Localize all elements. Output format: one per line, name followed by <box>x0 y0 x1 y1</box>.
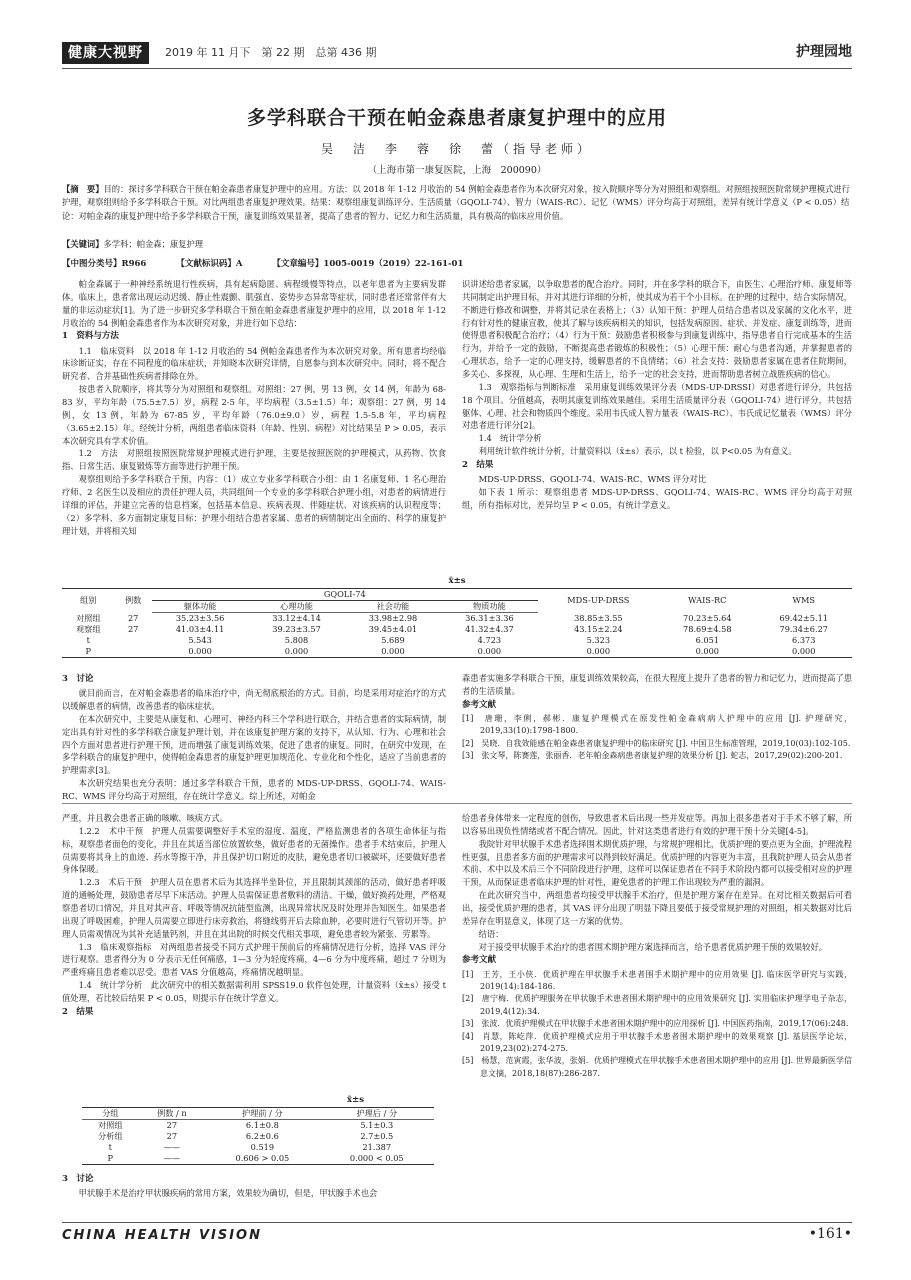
paragraph: 识讲述给患者家属，以争取患者的配合治疗。同时，并在多学科的联合下，由医生、心理治疗师、康复师等共同制定出护理目标，并对其进行详细的分析，使其成为若干个小目标。在护理的过程中，结合实际情况，不断进行修改和调整，并将其记录在表格上；（3）认知干预：护理人员结合患者以及家属的文化水平，进行有针对性的健康宣教，使其了解与该疾病相关的知识，包括发病原因、症状、并发症、康复训练等，进而使得患者积极配合治疗；（4）行为干预：鼓励患者积极参与到康复训练中，指导患者自行完成基本的生活行为，并给予一定的鼓励，不断提高患者锻炼的积极性；（5）心理干预：耐心与患者沟通，并掌握患者的心理状态，给予一定的心理支持，缓解患者的不良情绪；（6）社会支持：鼓励患者家属在患者住院期间，多关心、多探视，从心理、生理和生活上，给予一定的社会支持，进而帮助患者树立战胜疾病的信心。 <box>462 279 852 380</box>
reference-item: [3] 张文琴，陈赛莲，张丽香．老年帕金森病患者康复护理的效果分析 [J]. 蛇志，2017,29(02):200-201. <box>462 751 843 761</box>
footer-rule <box>62 1222 852 1223</box>
section-heading: 3 讨论 <box>62 1174 94 1184</box>
table-cell: 41.32±4.37 <box>465 624 514 635</box>
table-cell: 2.7±0.5 <box>360 1131 394 1142</box>
table-cell: 21.387 <box>362 1142 392 1153</box>
table-cell: 0.000 <box>381 646 405 657</box>
table-cell <box>114 646 151 658</box>
issue-info: 2019 年 11 月下 第 22 期 总第 436 期 <box>165 46 377 60</box>
table-header: 组别 <box>80 595 97 606</box>
table-cell: 6.2±0.6 <box>245 1131 279 1142</box>
table-cell: 5.543 <box>188 635 212 646</box>
table-cell: 27 <box>166 1131 178 1142</box>
table-row <box>82 1131 434 1142</box>
paragraph: 本次研究结果也充分表明：通过多学科联合干预，患者的 MDS-UP-DRSS、GQOLI-74、WAIS-RC、WMS 评分均高于对照组，存在统计学意义。综上所述，对帕金 <box>62 778 446 802</box>
table-cell: 0.000 <box>284 646 309 657</box>
article-divider <box>62 803 852 804</box>
header-rule <box>62 68 852 69</box>
table-cell: 0.000 < 0.05 <box>349 1153 404 1164</box>
abstract <box>62 183 852 223</box>
footer-journal: CHINA HEALTH VISION <box>62 1228 262 1243</box>
table-cell: 69.42±5.11 <box>779 612 829 623</box>
table-cell: t <box>86 635 90 646</box>
table-cell: 对照组 <box>75 612 101 623</box>
table-cell: 0.000 <box>188 646 212 657</box>
body-column-left-4 <box>62 1172 446 1200</box>
table-cell: 对照组 <box>98 1120 123 1131</box>
page-header <box>62 40 852 66</box>
paragraph: 甲状腺手术是治疗甲状腺疾病的常用方案，效果较为确切，但是，甲状腺手术也会 <box>78 1188 378 1199</box>
table-cell: 70.23±5.64 <box>683 612 732 623</box>
table-header: 护理后 / 分 <box>320 1108 434 1120</box>
table-cell: P <box>85 646 91 657</box>
table-header: MDS-UP-DRSS <box>567 595 630 606</box>
table-cell: 5.323 <box>586 635 611 646</box>
table-cell: 分析组 <box>98 1131 123 1142</box>
table-cell: 78.69±4.58 <box>683 624 732 635</box>
table-row <box>62 613 852 625</box>
table-cell: 6.1±0.8 <box>245 1120 279 1131</box>
paragraph: 1.4 统计学分析 此次研究中的相关数据需利用 SPSS19.0 软件包处理，计量资料（x̄±s）接受 t 值处理，若比较后结果 P < 0.05，则提示存在统计学意义。 <box>62 980 446 1004</box>
table-cell: P <box>107 1153 114 1164</box>
paragraph: 1.3 临床观察指标 对两组患者接受不同方式护理干预前后的疼痛情况进行分析，选择 VAS 评分进行观察。患者得分为 0 分表示无任何痛感，1—3 分为轻度疼痛，4—6 分为中度疼痛，超过 7 分则为严重疼痛且患者难以忍受。患者 VAS 分值越高，疼痛情况越明显。 <box>62 941 446 978</box>
paragraph: 就目前而言，在对帕金森患者的临床治疗中，尚无彻底根治的方式。目前，均是采用对症治疗的方式以缓解患者的病情，改善患者的临床症状。 <box>62 688 446 712</box>
keywords <box>62 238 852 251</box>
clc-number: 【中图分类号】R966 <box>62 259 147 269</box>
section-heading: 3 讨论 <box>62 674 94 684</box>
reference-item: [1] 唐珊，李俐，郝彬．康复护理模式在原发性帕金森病病人护理中的应用 [J]. 护理研究，2019,33(10):1798-1800. <box>462 713 852 736</box>
table-cell: t <box>108 1142 112 1153</box>
table-header: 护理前 / 分 <box>205 1108 319 1120</box>
abstract-text: 目的：探讨多学科联合干预在帕金森患者康复护理中的应用。方法：以 2018 年 1-12 月收治的 54 例帕金森患者作为本次研究对象，按入院顺序等分为对照组和观察组。对照组按照医院常规护理模式进行护理，观察组则给予多学科联合干预。对比两组患者康复护理效果。结果：观察组康复训练评分、生活质量（GQOLI-74）、智力（WAIS-RC）、记忆（WMS）评分均高于对照组，差异有统计学意义（P < 0.05）结论：对帕金森的康复护理中给予多学科联合干预，康复训练效果显著，提高了患者的智力、记忆力和生活质量，具有极高的临床应用价值。 <box>62 184 850 221</box>
table-cell: 6.373 <box>792 635 816 646</box>
paragraph: 对于接受甲状腺手术治疗的患者围术期护理方案选择而言，给予患者优质护理干预的效果较好。 <box>478 941 828 952</box>
table-subheader: 心理功能 <box>248 601 344 613</box>
table-cell: 35.23±3.56 <box>175 613 225 624</box>
paragraph: 我院针对甲状腺手术患者选择围术期优质护理，与常规护理相比，优质护理的要点更为全面，护理流程性更强，且患者多方面的护理需求可以得到较好满足。优质护理的内容更为丰富，且我院护理人员会从患者术前、术中以及术后三个不同阶段进行护理，这样可以保证患者在不同手术阶段内都可以接受相对应的护理干预，从而保证患者临床护理的针对性，避免患者的护理工作出现较为严重的漏洞。 <box>462 838 852 888</box>
paragraph: 1.3 观察指标与判断标准 采用康复训练效果评分表（MDS-UP-DRSSI）对患者进行评分，共包括 18 个项目。分值越高，表明其康复训练效果越佳。采用生活质量评分表（GQOLI-74）进行评分，共包括躯体、心理、社会和物质四个维度。采用韦氏成人智力量表（WAIS-RC）、韦氏成记忆量表（WMS）评分对患者进行评分[2]。 <box>462 381 852 431</box>
body-column-right-1 <box>462 278 852 512</box>
page-number: •161• <box>808 1226 852 1242</box>
table-cell: 0.000 <box>792 646 816 657</box>
table-subheader: 物质功能 <box>441 601 537 613</box>
table-row <box>82 1120 434 1132</box>
table-cell: 41.03±4.11 <box>175 624 225 635</box>
table-cell: 39.45±4.01 <box>368 624 418 635</box>
paragraph: 利用统计软件统计分析，计量资料以（x̄±s）表示，以 t 检验，以 P<0.05 为有意义。 <box>478 446 797 457</box>
keywords-text: 多学科；帕金森；康复护理 <box>103 239 204 249</box>
table-cell: 27 <box>127 624 139 635</box>
section-heading: 1 资料与方法 <box>62 331 119 342</box>
table-row <box>62 646 852 658</box>
table-cell: 6.051 <box>695 635 720 646</box>
abstract-label: 【摘 要】 <box>62 184 104 194</box>
table-subheader: 社会功能 <box>345 601 441 613</box>
section-heading: 2 结果 <box>462 460 494 471</box>
body-column-left-2 <box>62 672 446 803</box>
table-row <box>62 635 852 646</box>
table-header: 分组 <box>82 1108 139 1120</box>
table-header: GQOLI-74 <box>152 589 538 601</box>
reference-item: [4] 肖慧，陈屹萍．优质护理模式应用于甲状腺手术患者围术期护理中的效果观察 [J]. 基层医学论坛，2019,23(02):274-275. <box>462 1031 852 1053</box>
paragraph: 1.2 方法 对照组按照医院常规护理模式进行护理，主要是按照医院的护理模式，从药物、饮食指、日常生活、康复锻炼等方面等进行护理干预。 <box>62 448 446 472</box>
paragraph: 1.1 临床资料 以 2018 年 1-12 月收治的 54 例帕金森患者作为本次研究对象。所有患者均经临床诊断证实，存在不同程度的临床症状，并知晓本次研究详情，自愿参与到本次研究中。同时，将不配合研究者、合并基础性疾病者排除在外。 <box>62 345 446 382</box>
paragraph: 在此次研究当中，两组患者均接受甲状腺手术治疗，但是护理方案存在差异。在对比相关数据后可看出，接受优质护理的患者，其 VAS 评分出现了明显下降且要低于接受常规护理的对照组，相关数据对比后差异存在明显意义，体现了这一方案的优势。 <box>462 890 852 926</box>
reference-item: [5] 杨慧，范寅霞，张华波，张娟．优质护理模式在甲状腺手术患者围术期护理中的应用 [J]. 世界最新医学信息文摘，2018,18(87):286-287. <box>462 1056 852 1078</box>
paragraph: 森患者实施多学科联合干预，康复训练效果较高，在很大程度上提升了患者的智力和记忆力，进而提高了患者的生活质量。 <box>462 673 852 696</box>
table-cell: —— <box>163 1153 181 1164</box>
paragraph: 帕金森属于一种神经系统退行性疾病，具有起病隐匿、病程缓慢等特点，以老年患者为主要病发群体。临床上，患者常出现运动迟缓、静止性震颤、肌强直、姿势步态异常等症状，同时患者还常常伴有大量的非运动症状[1]。为了进一步研究多学科联合干预在帕金森患者康复护理中的应用，以 2018 年 1-12 月收治的 54 例帕金森患者作为本次研究对象，并进行如下总结： <box>62 279 446 328</box>
paragraph: 观察组则给予多学科联合干预，内容：（1）成立专业多学科联合小组：由 1 名康复师、1 名心理治疗师、2 名医生以及相应的责任护理人员，共同组间一个专业的多学科联合护理小组，对患者的病情进行详细的评估，并建立完善的信息档案，包括基本信息、疾病表现、伴随症状、对该疾病的认识程度等；（2）多学科、多方面制定康复目标：护理小组结合患者家属、患者的病情制定出全面的、科学的康复护理计划，并将相关知 <box>62 474 446 536</box>
table-cell: 0.606 > 0.05 <box>235 1153 290 1164</box>
table-header: 例数 / n <box>139 1108 206 1120</box>
article-number: 【文章编号】1005-0019（2019）22-161-01 <box>272 259 464 269</box>
paragraph: 1.2.3 术后干预 护理人员在患者术后为其选择半坐卧位，并且限制其颈部的活动，做好患者呼吸道的通畅处理，鼓励患者尽早下床活动。护理人员需保证患者敷料的清洁、干燥，做好换药处理，严格观察患者切口情况，并且对其声音、呼吸等情况抗能型监测，出现异常状况及时处理并告知医生。如果患者出现了呼吸困难，护理人员需要立即进行床旁救治，将缝线剪开后去除血肿，必要时进行气管切开等。护理人员需观情况为其补充适量钙剂，并且在其出院的时候交代相关事项，避免患者较为紧张、劳累等。 <box>62 877 446 939</box>
paragraph: MDS-UP-DRSS、GQOLI-74、WAIS-RC、WMS 评分对比 <box>478 474 707 485</box>
paragraph: 结语： <box>478 928 504 939</box>
paragraph: 按患者入院顺序，将其等分为对照组和观察组。对照组：27 例，男 13 例，女 14 例，年龄为 68-83 岁，平均年龄（75.5±7.5）岁，病程 2-5 年，平均病程（3.5±1.5）年；观察组：27 例，男 14 例，女 13 例，年龄为 67-85 岁，平均年龄（76.0±9.0）岁，病程 1.5-5.8 年，平均病程（3.65±2.15）年。经统计分析，两组患者临床资料（年龄、性别、病程）对比结果呈 P > 0.05，表示本次研究具有学术价值。 <box>62 384 446 446</box>
table-cell: 27 <box>127 612 139 623</box>
body-column-left-3 <box>62 812 446 1020</box>
table-cell: 0.000 <box>695 646 720 657</box>
classification-line <box>62 258 852 271</box>
table-cell: 43.15±2.24 <box>574 624 623 635</box>
table-cell: 36.31±3.36 <box>465 613 514 624</box>
table-cell: 27 <box>166 1120 178 1131</box>
table-cell: 79.34±6.27 <box>779 624 829 635</box>
body-column-right-3 <box>462 812 852 1080</box>
journal-brand: 健康大视野 <box>62 42 149 64</box>
table-cell: 0.000 <box>477 646 502 657</box>
paragraph: 在本次研究中，主要是从康复和、心理可、神经内科三个学科进行联合，并结合患者的实际病情，制定出具有针对性的多学科联合康复护理计划，并在该康复护理方案的支持下，从认知、行为、心理和社会四个方面对患者进行护理干预，进而增强了康复训练效果，促进了患者的康复。同时，在研究中发现，在多学科联合的康复护理中，使得帕金森患者的康复护理更加规范化、专业化和个性化，适应了当前患者的护理需求[3]。 <box>62 713 446 776</box>
table-cell: 0.000 <box>586 646 611 657</box>
reference-item: [2] 唐宁梅．优质护理服务在甲状腺手术患者围术期护理中的应用效果研究 [J]. 实用临床护理学电子杂志，2019,4(12):34. <box>462 994 852 1016</box>
table-subheader: 躯体功能 <box>152 601 248 613</box>
table-row <box>82 1153 434 1165</box>
article-title: 多学科联合干预在帕金森患者康复护理中的应用 <box>246 107 667 129</box>
table-header: WMS <box>792 595 815 606</box>
references-heading: 参考文献 <box>462 699 497 710</box>
references-heading: 参考文献 <box>462 955 497 966</box>
affiliation: （上海市第一康复医院，上海 200090） <box>367 165 547 176</box>
paragraph: 1.4 统计学分析 <box>478 433 542 444</box>
reference-item: [1] 王芳，王小侠．优质护理在甲状腺手术患者围手术期护理中的应用效果 [J]. 临床医学研究与实践，2019(14):184-186. <box>462 969 852 992</box>
table-cell <box>114 635 151 646</box>
table-stat-label: x̄±s <box>347 1095 364 1105</box>
reference-item: [3] 张波．优质护理模式在甲状腺手术患者围术期护理中的应用探析 [J]. 中国医药指南，2019,17(06):248. <box>462 1019 849 1029</box>
results-table-1 <box>62 575 852 658</box>
reference-item: [2] 吴晓．自我效能感在帕金森患者康复护理中的临床研究 [J]. 中国卫生标准管理，2019,10(03):102-105. <box>462 738 851 748</box>
paragraph: 如下表 1 所示：观察组患者 MDS-UP-DRSS、GQOLI-74、WAIS-RC、WMS 评分均高于对照组，所有指标对比，差异均呈 P < 0.05，有统计学意义。 <box>462 487 852 510</box>
table-header: WAIS-RC <box>688 595 727 606</box>
table-cell: 5.689 <box>381 635 405 646</box>
table-cell: 5.1±0.3 <box>360 1120 394 1131</box>
results-table-2 <box>82 1094 434 1165</box>
section-heading: 2 结果 <box>62 1006 94 1017</box>
table-header: 例数 <box>124 595 142 606</box>
table-cell: 0.519 <box>250 1142 275 1153</box>
paragraph: 给患者身体带来一定程度的创伤，导致患者术后出现一些并发症等。再加上很多患者对于手术不够了解，所以容易出现负性情绪或者不配合情况。因此，针对这类患者进行有效的护理干预十分关键[4-5]。 <box>462 813 852 836</box>
doc-code: 【文献标识码】A <box>176 259 243 269</box>
paragraph: 严重，并且教会患者正确的咳嗽、咳痰方式。 <box>62 813 228 823</box>
column-name: 护理园地 <box>796 44 852 61</box>
paragraph: 1.2.2 术中干预 护理人员需要调整好手术室的湿度、温度，严格监测患者的各项生命体征与指标，观察患者面色的变化，并且在其适当部位放置软垫，做好患者的无菌操作。患者手术结束后，护理人员需要将其身上的血迹、药水等擦干净，并且保护切口附近的皮肤，避免患者切口被碳坏，还要做好患者身体保暖。 <box>62 825 446 875</box>
table-cell: 33.12±4.14 <box>272 613 321 624</box>
keywords-label: 【关键词】 <box>62 239 104 249</box>
table-cell: 观察组 <box>75 624 101 635</box>
table-row <box>82 1142 434 1153</box>
table-cell: 4.723 <box>477 635 502 646</box>
authors: 吴 洁 李 蓉 徐 蕾（指导老师） <box>320 142 593 156</box>
table-cell: 33.98±2.98 <box>368 613 418 624</box>
table-cell: —— <box>163 1142 181 1153</box>
table-stat-label: x̄±s <box>448 576 466 586</box>
table-cell: 5.808 <box>284 635 309 646</box>
body-column-left-1 <box>62 278 446 538</box>
body-column-right-2 <box>462 672 852 762</box>
table-cell: 38.85±3.55 <box>574 612 623 623</box>
table-row <box>62 624 852 635</box>
table-cell: 39.23±3.57 <box>272 624 321 635</box>
